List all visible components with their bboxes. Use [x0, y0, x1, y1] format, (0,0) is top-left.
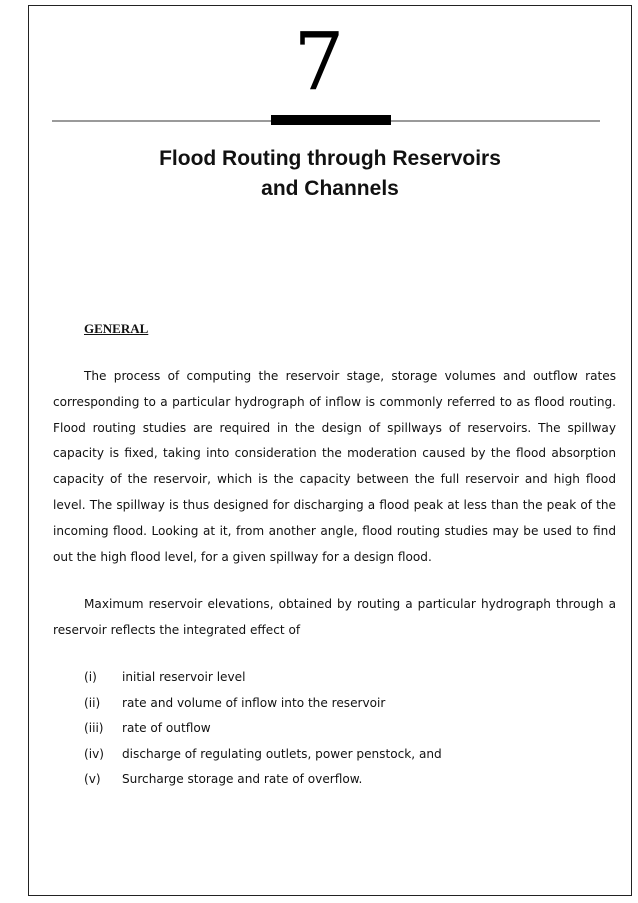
list-item: [84, 716, 604, 742]
paragraph-1-text: The process of computing the reservoir stage, storage volumes and outflow rates corresponding to a particular hydrograph of inflow is commonly referred to as flood routing. Flood routing studies are required in the design of spillways of reservoirs. The spillway capacity is fixed, taking into consideration the moderation caused by the flood absorption capacity of the reservoir, which is the capacity between the full reservoir and high flood level. The spillway is thus designed for discharging a flood peak at less than the peak of the incoming flood. Looking at it, from another angle, flood routing studies may be used to find out the high flood level, for a given spillway for a design flood.: [53, 369, 616, 564]
chapter-title-line-2: and Channels: [261, 177, 399, 200]
paragraph-1: [53, 364, 616, 570]
list-item-text: initial reservoir level: [122, 670, 246, 684]
list-item: [84, 767, 604, 793]
factor-list: [84, 665, 604, 793]
list-item-text: Surcharge storage and rate of overflow.: [122, 772, 363, 786]
list-item: [84, 665, 604, 691]
list-item: [84, 691, 604, 717]
chapter-title: [60, 144, 600, 204]
list-item: [84, 742, 604, 768]
list-item-marker: (iv): [84, 746, 104, 761]
paragraph-2-text: Maximum reservoir elevations, obtained by routing a particular hydrograph through a reservoir reflects the integrated effect of: [53, 597, 616, 637]
list-item-text: rate of outflow: [122, 721, 211, 735]
list-item-text: rate and volume of inflow into the reservoir: [122, 695, 386, 710]
section-heading: GENERAL: [84, 321, 149, 336]
header-rule-accent: [271, 115, 391, 125]
chapter-title-line-1: Flood Routing through Reservoirs: [159, 147, 501, 170]
list-item-marker: (i): [84, 670, 97, 684]
list-item-marker: (ii): [84, 695, 101, 710]
list-item-marker: (v): [84, 772, 101, 786]
chapter-number: 7: [293, 15, 345, 108]
list-item-marker: (iii): [84, 721, 104, 735]
paragraph-2: [53, 592, 616, 644]
list-item-text: discharge of regulating outlets, power penstock, and: [122, 746, 442, 761]
